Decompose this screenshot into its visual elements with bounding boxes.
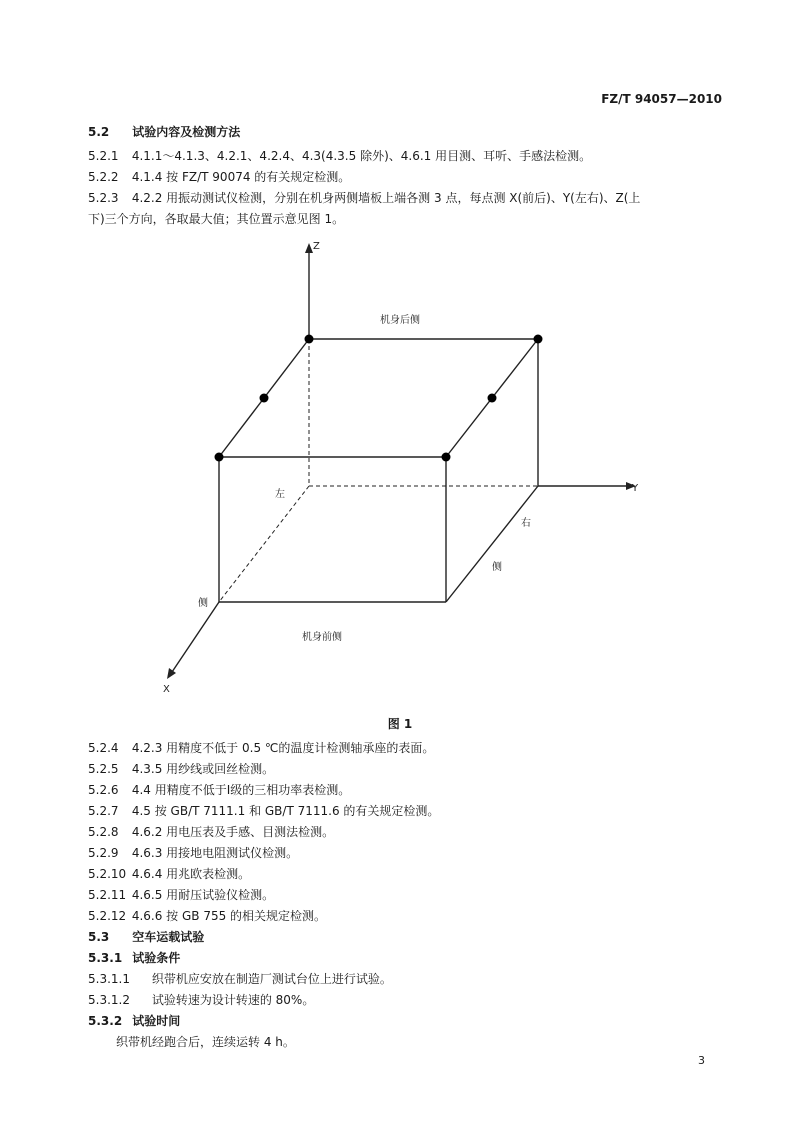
- front-side-label: 机身前侧: [302, 632, 342, 643]
- measure-point-right-middle: [488, 394, 497, 403]
- measure-point-right-front: [442, 453, 451, 462]
- clause-text: 织带机应安放在制造厂测试台位上进行试验。: [151, 972, 392, 986]
- clause-text: 4.4 用精度不低于Ⅰ级的三相功率表检测。: [131, 783, 351, 797]
- measure-point-right-back: [534, 335, 543, 344]
- clause-5-2-1: [88, 148, 591, 164]
- clause-5-2-8: [88, 824, 334, 840]
- clause-text: 4.2.3 用精度不低于 0.5 ℃的温度计检测轴承座的表面。: [131, 741, 435, 755]
- subsection-title: 试验条件: [132, 951, 181, 965]
- clause-5-3-2-body: 织带机经跑合后，连续运转 4 h。: [116, 1035, 295, 1049]
- clause-number: 5.3.1.1: [88, 972, 130, 986]
- subsection-heading-5-3-2: [88, 1013, 180, 1029]
- left-label: 左: [275, 489, 285, 500]
- clause-text: 4.6.5 用耐压试验仪检测。: [131, 888, 275, 902]
- axis-y-label: Y: [632, 483, 639, 494]
- clause-number: 5.2.7: [88, 804, 119, 818]
- section-title: 试验内容及检测方法: [132, 125, 241, 139]
- clause-number: 5.2.11: [88, 888, 127, 902]
- clause-text: 4.1.1～4.1.3、4.2.1、4.2.4、4.3(4.3.5 除外)、4.6.1 用目测、耳听、手感法检测。: [131, 149, 592, 163]
- clause-number: 5.3.1.2: [88, 993, 130, 1007]
- left-side-label: 侧: [198, 598, 208, 609]
- clause-text: 4.6.6 按 GB 755 的相关规定检测。: [131, 909, 327, 923]
- clause-text: 试验转速为设计转速的 80%。: [151, 993, 315, 1007]
- clause-5-2-2: [88, 169, 350, 185]
- clause-text: 4.5 按 GB/T 7111.1 和 GB/T 7111.6 的有关规定检测。: [131, 804, 440, 818]
- clause-number: 5.2.3: [88, 191, 119, 205]
- measure-point-left-middle: [260, 394, 269, 403]
- clause-5-2-3-continuation: 下)三个方向，各取最大值；其位置示意见图 1。: [88, 212, 345, 226]
- subsection-heading-5-3-1: [88, 950, 180, 966]
- section-number: 5.3: [88, 930, 110, 944]
- section-heading-5-3: [88, 929, 204, 945]
- page-number: 3: [698, 1054, 705, 1067]
- right-side-label: 侧: [492, 562, 502, 573]
- right-label: 右: [521, 518, 531, 529]
- clause-text: 4.6.3 用接地电阻测试仪检测。: [131, 846, 299, 860]
- clause-number: 5.2.4: [88, 741, 119, 755]
- clause-number: 5.2.10: [88, 867, 127, 881]
- subsection-number: 5.3.2: [88, 1014, 123, 1028]
- clause-number: 5.2.1: [88, 149, 119, 163]
- z-axis-arrow: [305, 243, 313, 253]
- figure-1-diagram: [0, 235, 800, 715]
- clause-5-2-5: [88, 761, 274, 777]
- clause-text: 4.2.2 用振动测试仪检测，分别在机身两侧墙板上端各测 3 点，每点测 X(前后)、Y(左右)、Z(上: [131, 191, 641, 205]
- axis-x-label: X: [163, 684, 170, 695]
- clause-number: 5.2.6: [88, 783, 119, 797]
- clause-5-3-1-2: [88, 992, 314, 1008]
- clause-number: 5.2.2: [88, 170, 119, 184]
- subsection-number: 5.3.1: [88, 951, 123, 965]
- clause-number: 5.2.12: [88, 909, 127, 923]
- clause-text: 4.6.2 用电压表及手感、目测法检测。: [131, 825, 335, 839]
- back-side-label: 机身后侧: [380, 315, 420, 326]
- clause-5-2-4: [88, 740, 434, 756]
- bottom-right-edge: [446, 486, 538, 602]
- standard-code: FZ/T 94057—2010: [601, 92, 722, 106]
- figure-caption: 图 1: [387, 717, 413, 731]
- measure-point-left-back: [305, 335, 314, 344]
- x-axis: [172, 602, 219, 672]
- clause-number: 5.2.5: [88, 762, 119, 776]
- measure-point-left-front: [215, 453, 224, 462]
- clause-5-2-6: [88, 782, 350, 798]
- clause-5-2-9: [88, 845, 298, 861]
- x-axis-arrow: [167, 668, 176, 679]
- section-number: 5.2: [88, 125, 110, 139]
- clause-text: 4.6.4 用兆欧表检测。: [131, 867, 251, 881]
- subsection-title: 试验时间: [132, 1014, 181, 1028]
- x-axis-hidden: [219, 486, 309, 602]
- clause-text: 4.1.4 按 FZ/T 90074 的有关规定检测。: [131, 170, 351, 184]
- clause-5-2-11: [88, 887, 274, 903]
- section-heading-5-2: [88, 124, 240, 140]
- clause-5-2-7: [88, 803, 439, 819]
- clause-5-2-10: [88, 866, 250, 882]
- clause-5-2-3: [88, 190, 640, 206]
- axis-z-label: Z: [313, 241, 320, 252]
- clause-text: 4.3.5 用纱线或回丝检测。: [131, 762, 275, 776]
- clause-number: 5.2.8: [88, 825, 119, 839]
- clause-number: 5.2.9: [88, 846, 119, 860]
- clause-5-3-1-1: [88, 971, 392, 987]
- clause-5-2-12: [88, 908, 326, 924]
- section-title: 空车运载试验: [132, 930, 205, 944]
